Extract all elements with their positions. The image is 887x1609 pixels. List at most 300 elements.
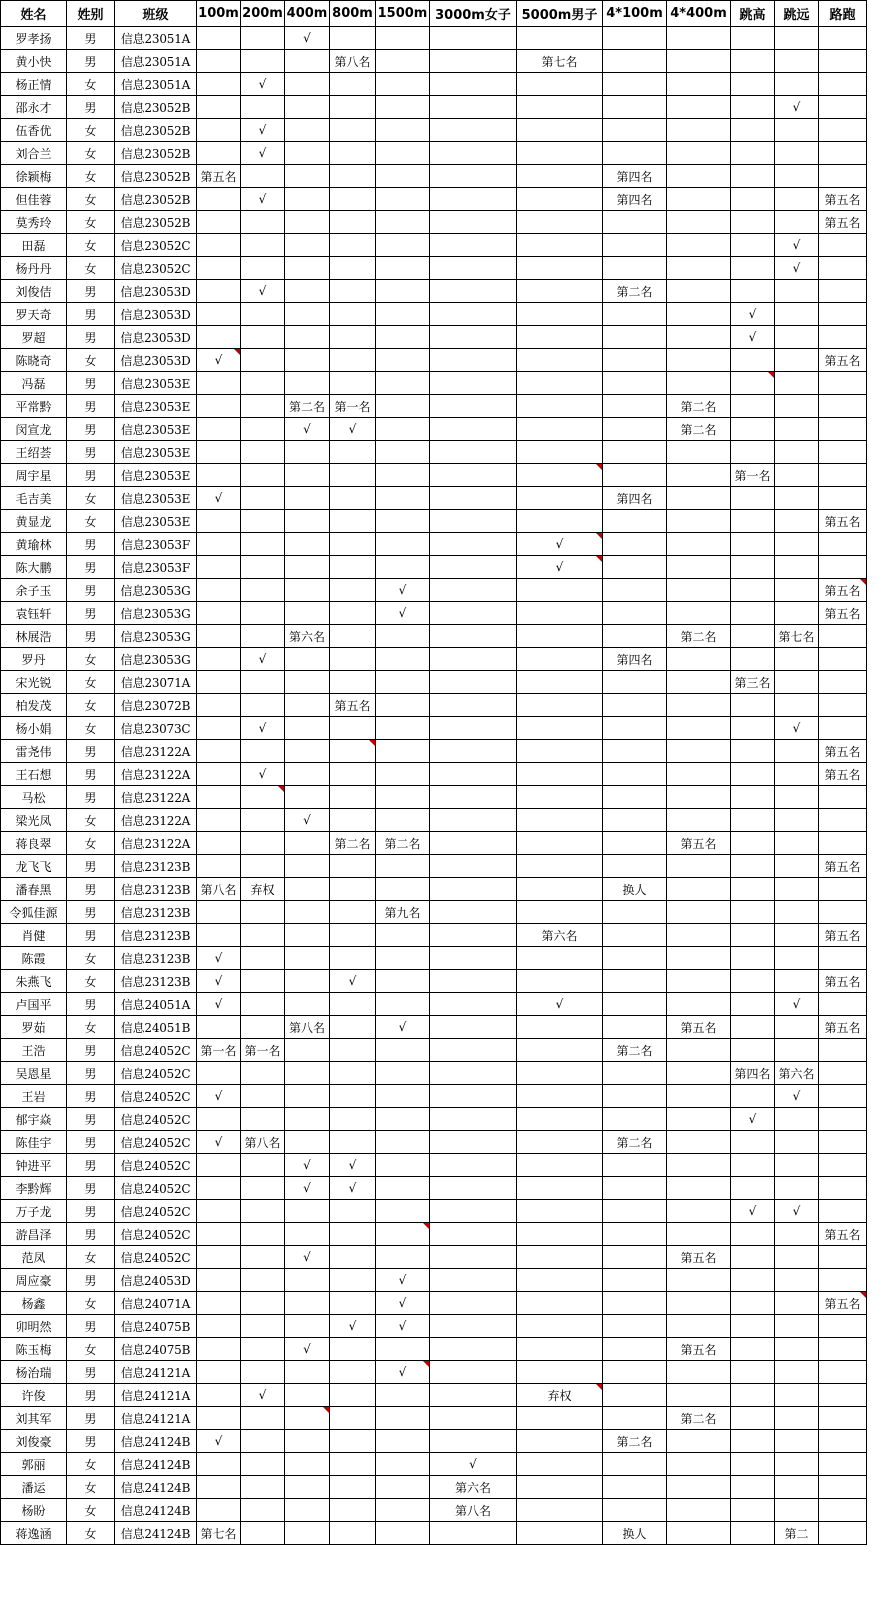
cell-3000m-women[interactable] bbox=[430, 602, 517, 625]
cell-long-jump[interactable] bbox=[775, 1315, 819, 1338]
cell-4x100m[interactable] bbox=[603, 533, 667, 556]
cell-100m[interactable] bbox=[197, 280, 241, 303]
cell-4x100m[interactable] bbox=[603, 1269, 667, 1292]
cell-800m[interactable] bbox=[330, 648, 376, 671]
cell-4x400m[interactable] bbox=[667, 96, 731, 119]
cell-gender[interactable] bbox=[67, 372, 115, 395]
cell-200m[interactable] bbox=[241, 1131, 285, 1154]
cell-long-jump[interactable] bbox=[775, 924, 819, 947]
cell-1500m[interactable] bbox=[376, 1269, 430, 1292]
cell-5000m-men[interactable] bbox=[517, 1430, 603, 1453]
cell-4x400m[interactable] bbox=[667, 1016, 731, 1039]
cell-400m[interactable] bbox=[285, 763, 330, 786]
cell-long-jump[interactable] bbox=[775, 418, 819, 441]
cell-800m[interactable] bbox=[330, 1062, 376, 1085]
cell-road-run[interactable] bbox=[819, 326, 867, 349]
cell-road-run[interactable] bbox=[819, 73, 867, 96]
cell-1500m[interactable] bbox=[376, 740, 430, 763]
cell-high-jump[interactable] bbox=[731, 970, 775, 993]
cell-name[interactable] bbox=[1, 326, 67, 349]
cell-long-jump[interactable] bbox=[775, 464, 819, 487]
cell-high-jump[interactable] bbox=[731, 1292, 775, 1315]
cell-3000m-women[interactable] bbox=[430, 855, 517, 878]
cell-800m[interactable] bbox=[330, 1499, 376, 1522]
cell-road-run[interactable] bbox=[819, 832, 867, 855]
cell-400m[interactable] bbox=[285, 27, 330, 50]
cell-1500m[interactable] bbox=[376, 1361, 430, 1384]
comment-indicator-icon[interactable] bbox=[596, 1384, 602, 1390]
cell-class[interactable] bbox=[115, 1430, 197, 1453]
cell-5000m-men[interactable] bbox=[517, 1246, 603, 1269]
cell-high-jump[interactable] bbox=[731, 1016, 775, 1039]
cell-3000m-women[interactable] bbox=[430, 372, 517, 395]
cell-5000m-men[interactable] bbox=[517, 142, 603, 165]
comment-indicator-icon[interactable] bbox=[369, 740, 375, 746]
cell-road-run[interactable] bbox=[819, 464, 867, 487]
cell-400m[interactable] bbox=[285, 1246, 330, 1269]
cell-100m[interactable] bbox=[197, 1039, 241, 1062]
cell-4x100m[interactable] bbox=[603, 349, 667, 372]
cell-name[interactable] bbox=[1, 1200, 67, 1223]
cell-long-jump[interactable] bbox=[775, 786, 819, 809]
cell-400m[interactable] bbox=[285, 1453, 330, 1476]
cell-high-jump[interactable] bbox=[731, 1039, 775, 1062]
cell-400m[interactable] bbox=[285, 142, 330, 165]
cell-100m[interactable] bbox=[197, 188, 241, 211]
cell-road-run[interactable] bbox=[819, 924, 867, 947]
cell-name[interactable] bbox=[1, 441, 67, 464]
cell-gender[interactable] bbox=[67, 809, 115, 832]
cell-name[interactable] bbox=[1, 1154, 67, 1177]
cell-long-jump[interactable] bbox=[775, 602, 819, 625]
cell-4x400m[interactable] bbox=[667, 441, 731, 464]
cell-high-jump[interactable] bbox=[731, 119, 775, 142]
cell-1500m[interactable] bbox=[376, 234, 430, 257]
cell-name[interactable] bbox=[1, 1522, 67, 1545]
cell-name[interactable] bbox=[1, 763, 67, 786]
cell-800m[interactable] bbox=[330, 441, 376, 464]
cell-100m[interactable] bbox=[197, 1499, 241, 1522]
cell-high-jump[interactable] bbox=[731, 142, 775, 165]
cell-100m[interactable] bbox=[197, 740, 241, 763]
cell-gender[interactable] bbox=[67, 1016, 115, 1039]
cell-5000m-men[interactable] bbox=[517, 556, 603, 579]
cell-class[interactable] bbox=[115, 993, 197, 1016]
cell-long-jump[interactable] bbox=[775, 1269, 819, 1292]
cell-200m[interactable] bbox=[241, 441, 285, 464]
cell-4x400m[interactable] bbox=[667, 349, 731, 372]
cell-3000m-women[interactable] bbox=[430, 1407, 517, 1430]
cell-100m[interactable] bbox=[197, 947, 241, 970]
cell-800m[interactable] bbox=[330, 924, 376, 947]
cell-high-jump[interactable] bbox=[731, 1407, 775, 1430]
cell-name[interactable] bbox=[1, 1384, 67, 1407]
cell-long-jump[interactable] bbox=[775, 211, 819, 234]
cell-5000m-men[interactable] bbox=[517, 1292, 603, 1315]
cell-high-jump[interactable] bbox=[731, 1338, 775, 1361]
cell-class[interactable] bbox=[115, 1085, 197, 1108]
cell-gender[interactable] bbox=[67, 901, 115, 924]
cell-5000m-men[interactable] bbox=[517, 395, 603, 418]
cell-5000m-men[interactable] bbox=[517, 1476, 603, 1499]
cell-long-jump[interactable] bbox=[775, 855, 819, 878]
cell-name[interactable] bbox=[1, 947, 67, 970]
cell-100m[interactable] bbox=[197, 1108, 241, 1131]
cell-3000m-women[interactable] bbox=[430, 533, 517, 556]
cell-high-jump[interactable] bbox=[731, 947, 775, 970]
cell-400m[interactable] bbox=[285, 188, 330, 211]
cell-high-jump[interactable] bbox=[731, 441, 775, 464]
cell-5000m-men[interactable] bbox=[517, 648, 603, 671]
cell-1500m[interactable] bbox=[376, 119, 430, 142]
cell-long-jump[interactable] bbox=[775, 671, 819, 694]
cell-high-jump[interactable] bbox=[731, 280, 775, 303]
cell-road-run[interactable] bbox=[819, 27, 867, 50]
cell-200m[interactable] bbox=[241, 165, 285, 188]
cell-long-jump[interactable] bbox=[775, 1154, 819, 1177]
cell-400m[interactable] bbox=[285, 970, 330, 993]
cell-4x400m[interactable] bbox=[667, 556, 731, 579]
cell-400m[interactable] bbox=[285, 96, 330, 119]
cell-4x100m[interactable] bbox=[603, 464, 667, 487]
cell-400m[interactable] bbox=[285, 1430, 330, 1453]
cell-100m[interactable] bbox=[197, 372, 241, 395]
cell-200m[interactable] bbox=[241, 303, 285, 326]
cell-400m[interactable] bbox=[285, 717, 330, 740]
cell-800m[interactable] bbox=[330, 1016, 376, 1039]
cell-1500m[interactable] bbox=[376, 510, 430, 533]
cell-name[interactable] bbox=[1, 671, 67, 694]
cell-1500m[interactable] bbox=[376, 924, 430, 947]
cell-long-jump[interactable] bbox=[775, 1407, 819, 1430]
cell-name[interactable] bbox=[1, 1177, 67, 1200]
cell-1500m[interactable] bbox=[376, 1453, 430, 1476]
cell-800m[interactable] bbox=[330, 786, 376, 809]
cell-100m[interactable] bbox=[197, 786, 241, 809]
cell-1500m[interactable] bbox=[376, 1384, 430, 1407]
cell-3000m-women[interactable] bbox=[430, 1016, 517, 1039]
cell-4x100m[interactable] bbox=[603, 1338, 667, 1361]
cell-5000m-men[interactable] bbox=[517, 602, 603, 625]
column-header-800m[interactable]: 800m bbox=[330, 1, 376, 27]
cell-gender[interactable] bbox=[67, 947, 115, 970]
cell-200m[interactable] bbox=[241, 1200, 285, 1223]
cell-1500m[interactable] bbox=[376, 1200, 430, 1223]
cell-high-jump[interactable] bbox=[731, 326, 775, 349]
cell-400m[interactable] bbox=[285, 648, 330, 671]
cell-400m[interactable] bbox=[285, 441, 330, 464]
cell-1500m[interactable] bbox=[376, 1062, 430, 1085]
cell-long-jump[interactable] bbox=[775, 234, 819, 257]
cell-gender[interactable] bbox=[67, 487, 115, 510]
cell-4x100m[interactable] bbox=[603, 855, 667, 878]
cell-gender[interactable] bbox=[67, 579, 115, 602]
cell-5000m-men[interactable] bbox=[517, 1131, 603, 1154]
cell-400m[interactable] bbox=[285, 1154, 330, 1177]
cell-high-jump[interactable] bbox=[731, 924, 775, 947]
cell-200m[interactable] bbox=[241, 1384, 285, 1407]
cell-100m[interactable] bbox=[197, 717, 241, 740]
cell-4x400m[interactable] bbox=[667, 740, 731, 763]
cell-road-run[interactable] bbox=[819, 257, 867, 280]
cell-class[interactable] bbox=[115, 1200, 197, 1223]
cell-100m[interactable] bbox=[197, 234, 241, 257]
cell-4x400m[interactable] bbox=[667, 1338, 731, 1361]
cell-class[interactable] bbox=[115, 464, 197, 487]
cell-5000m-men[interactable] bbox=[517, 579, 603, 602]
cell-800m[interactable] bbox=[330, 1177, 376, 1200]
cell-name[interactable] bbox=[1, 1269, 67, 1292]
cell-800m[interactable] bbox=[330, 464, 376, 487]
cell-1500m[interactable] bbox=[376, 1039, 430, 1062]
cell-high-jump[interactable] bbox=[731, 901, 775, 924]
cell-1500m[interactable] bbox=[376, 901, 430, 924]
cell-high-jump[interactable] bbox=[731, 648, 775, 671]
cell-400m[interactable] bbox=[285, 533, 330, 556]
cell-4x400m[interactable] bbox=[667, 1407, 731, 1430]
cell-gender[interactable] bbox=[67, 303, 115, 326]
cell-200m[interactable] bbox=[241, 257, 285, 280]
cell-200m[interactable] bbox=[241, 970, 285, 993]
cell-1500m[interactable] bbox=[376, 1476, 430, 1499]
cell-5000m-men[interactable] bbox=[517, 280, 603, 303]
cell-3000m-women[interactable] bbox=[430, 1177, 517, 1200]
cell-5000m-men[interactable] bbox=[517, 970, 603, 993]
cell-long-jump[interactable] bbox=[775, 326, 819, 349]
cell-4x400m[interactable] bbox=[667, 602, 731, 625]
cell-4x100m[interactable] bbox=[603, 832, 667, 855]
cell-class[interactable] bbox=[115, 165, 197, 188]
cell-3000m-women[interactable] bbox=[430, 947, 517, 970]
cell-gender[interactable] bbox=[67, 165, 115, 188]
cell-100m[interactable] bbox=[197, 27, 241, 50]
cell-3000m-women[interactable] bbox=[430, 832, 517, 855]
cell-3000m-women[interactable] bbox=[430, 648, 517, 671]
cell-100m[interactable] bbox=[197, 763, 241, 786]
cell-3000m-women[interactable] bbox=[430, 970, 517, 993]
cell-name[interactable] bbox=[1, 832, 67, 855]
cell-100m[interactable] bbox=[197, 579, 241, 602]
cell-long-jump[interactable] bbox=[775, 1292, 819, 1315]
cell-400m[interactable] bbox=[285, 1476, 330, 1499]
comment-indicator-icon[interactable] bbox=[860, 1292, 866, 1298]
cell-class[interactable] bbox=[115, 1315, 197, 1338]
cell-4x100m[interactable] bbox=[603, 142, 667, 165]
column-header-5000m-men[interactable]: 5000m男子 bbox=[517, 1, 603, 27]
cell-long-jump[interactable] bbox=[775, 119, 819, 142]
cell-gender[interactable] bbox=[67, 1223, 115, 1246]
cell-800m[interactable] bbox=[330, 1315, 376, 1338]
cell-4x400m[interactable] bbox=[667, 418, 731, 441]
cell-gender[interactable] bbox=[67, 1062, 115, 1085]
cell-4x100m[interactable] bbox=[603, 418, 667, 441]
cell-3000m-women[interactable] bbox=[430, 1269, 517, 1292]
cell-800m[interactable] bbox=[330, 280, 376, 303]
cell-name[interactable] bbox=[1, 1062, 67, 1085]
cell-4x100m[interactable] bbox=[603, 1292, 667, 1315]
cell-100m[interactable] bbox=[197, 694, 241, 717]
cell-high-jump[interactable] bbox=[731, 1108, 775, 1131]
cell-400m[interactable] bbox=[285, 1039, 330, 1062]
cell-200m[interactable] bbox=[241, 1476, 285, 1499]
cell-gender[interactable] bbox=[67, 625, 115, 648]
cell-200m[interactable] bbox=[241, 855, 285, 878]
cell-4x400m[interactable] bbox=[667, 1177, 731, 1200]
cell-3000m-women[interactable] bbox=[430, 1499, 517, 1522]
cell-5000m-men[interactable] bbox=[517, 1177, 603, 1200]
cell-1500m[interactable] bbox=[376, 1315, 430, 1338]
cell-4x400m[interactable] bbox=[667, 1062, 731, 1085]
cell-1500m[interactable] bbox=[376, 1177, 430, 1200]
cell-4x400m[interactable] bbox=[667, 947, 731, 970]
cell-class[interactable] bbox=[115, 27, 197, 50]
cell-3000m-women[interactable] bbox=[430, 1246, 517, 1269]
cell-4x400m[interactable] bbox=[667, 1200, 731, 1223]
cell-4x100m[interactable] bbox=[603, 1361, 667, 1384]
cell-high-jump[interactable] bbox=[731, 165, 775, 188]
cell-800m[interactable] bbox=[330, 970, 376, 993]
cell-800m[interactable] bbox=[330, 625, 376, 648]
cell-4x100m[interactable] bbox=[603, 602, 667, 625]
cell-road-run[interactable] bbox=[819, 1384, 867, 1407]
cell-400m[interactable] bbox=[285, 1108, 330, 1131]
cell-long-jump[interactable] bbox=[775, 395, 819, 418]
cell-name[interactable] bbox=[1, 395, 67, 418]
comment-indicator-icon[interactable] bbox=[423, 1361, 429, 1367]
cell-name[interactable] bbox=[1, 1039, 67, 1062]
cell-class[interactable] bbox=[115, 142, 197, 165]
cell-3000m-women[interactable] bbox=[430, 165, 517, 188]
cell-high-jump[interactable] bbox=[731, 740, 775, 763]
cell-class[interactable] bbox=[115, 855, 197, 878]
cell-100m[interactable] bbox=[197, 1177, 241, 1200]
cell-4x400m[interactable] bbox=[667, 464, 731, 487]
cell-gender[interactable] bbox=[67, 73, 115, 96]
cell-200m[interactable] bbox=[241, 625, 285, 648]
cell-4x100m[interactable] bbox=[603, 694, 667, 717]
cell-200m[interactable] bbox=[241, 188, 285, 211]
cell-100m[interactable] bbox=[197, 1292, 241, 1315]
cell-400m[interactable] bbox=[285, 579, 330, 602]
cell-5000m-men[interactable] bbox=[517, 901, 603, 924]
cell-800m[interactable] bbox=[330, 418, 376, 441]
cell-4x400m[interactable] bbox=[667, 878, 731, 901]
cell-4x100m[interactable] bbox=[603, 556, 667, 579]
cell-4x400m[interactable] bbox=[667, 1453, 731, 1476]
cell-800m[interactable] bbox=[330, 855, 376, 878]
cell-200m[interactable] bbox=[241, 1108, 285, 1131]
cell-200m[interactable] bbox=[241, 1177, 285, 1200]
cell-400m[interactable] bbox=[285, 878, 330, 901]
cell-gender[interactable] bbox=[67, 855, 115, 878]
cell-1500m[interactable] bbox=[376, 1223, 430, 1246]
cell-100m[interactable] bbox=[197, 878, 241, 901]
cell-gender[interactable] bbox=[67, 648, 115, 671]
cell-800m[interactable] bbox=[330, 234, 376, 257]
cell-200m[interactable] bbox=[241, 1062, 285, 1085]
cell-400m[interactable] bbox=[285, 418, 330, 441]
cell-400m[interactable] bbox=[285, 671, 330, 694]
cell-long-jump[interactable] bbox=[775, 1039, 819, 1062]
cell-4x400m[interactable] bbox=[667, 165, 731, 188]
cell-400m[interactable] bbox=[285, 786, 330, 809]
cell-name[interactable] bbox=[1, 1338, 67, 1361]
cell-gender[interactable] bbox=[67, 1269, 115, 1292]
cell-high-jump[interactable] bbox=[731, 1177, 775, 1200]
cell-4x400m[interactable] bbox=[667, 809, 731, 832]
cell-road-run[interactable] bbox=[819, 1522, 867, 1545]
cell-name[interactable] bbox=[1, 993, 67, 1016]
cell-class[interactable] bbox=[115, 1361, 197, 1384]
cell-200m[interactable] bbox=[241, 211, 285, 234]
cell-road-run[interactable] bbox=[819, 648, 867, 671]
cell-5000m-men[interactable] bbox=[517, 855, 603, 878]
cell-gender[interactable] bbox=[67, 1384, 115, 1407]
cell-1500m[interactable] bbox=[376, 786, 430, 809]
cell-name[interactable] bbox=[1, 303, 67, 326]
cell-800m[interactable] bbox=[330, 257, 376, 280]
cell-1500m[interactable] bbox=[376, 694, 430, 717]
cell-4x400m[interactable] bbox=[667, 1085, 731, 1108]
cell-class[interactable] bbox=[115, 1522, 197, 1545]
cell-1500m[interactable] bbox=[376, 855, 430, 878]
column-header-1500m[interactable]: 1500m bbox=[376, 1, 430, 27]
cell-200m[interactable] bbox=[241, 1039, 285, 1062]
cell-400m[interactable] bbox=[285, 257, 330, 280]
cell-road-run[interactable] bbox=[819, 165, 867, 188]
cell-400m[interactable] bbox=[285, 211, 330, 234]
cell-class[interactable] bbox=[115, 188, 197, 211]
cell-400m[interactable] bbox=[285, 832, 330, 855]
cell-long-jump[interactable] bbox=[775, 1177, 819, 1200]
cell-800m[interactable] bbox=[330, 809, 376, 832]
cell-5000m-men[interactable] bbox=[517, 96, 603, 119]
cell-long-jump[interactable] bbox=[775, 1338, 819, 1361]
cell-3000m-women[interactable] bbox=[430, 924, 517, 947]
cell-5000m-men[interactable] bbox=[517, 349, 603, 372]
cell-100m[interactable] bbox=[197, 395, 241, 418]
cell-high-jump[interactable] bbox=[731, 855, 775, 878]
cell-gender[interactable] bbox=[67, 1039, 115, 1062]
cell-200m[interactable] bbox=[241, 901, 285, 924]
cell-1500m[interactable] bbox=[376, 165, 430, 188]
cell-5000m-men[interactable] bbox=[517, 1522, 603, 1545]
cell-400m[interactable] bbox=[285, 165, 330, 188]
cell-5000m-men[interactable] bbox=[517, 510, 603, 533]
cell-gender[interactable] bbox=[67, 717, 115, 740]
cell-long-jump[interactable] bbox=[775, 280, 819, 303]
cell-200m[interactable] bbox=[241, 50, 285, 73]
cell-long-jump[interactable] bbox=[775, 510, 819, 533]
column-header-400m[interactable]: 400m bbox=[285, 1, 330, 27]
cell-400m[interactable] bbox=[285, 740, 330, 763]
cell-800m[interactable] bbox=[330, 119, 376, 142]
cell-high-jump[interactable] bbox=[731, 487, 775, 510]
cell-road-run[interactable] bbox=[819, 1085, 867, 1108]
cell-gender[interactable] bbox=[67, 671, 115, 694]
cell-400m[interactable] bbox=[285, 1522, 330, 1545]
cell-high-jump[interactable] bbox=[731, 1430, 775, 1453]
cell-class[interactable] bbox=[115, 970, 197, 993]
cell-5000m-men[interactable] bbox=[517, 947, 603, 970]
cell-class[interactable] bbox=[115, 372, 197, 395]
cell-100m[interactable] bbox=[197, 1154, 241, 1177]
cell-name[interactable] bbox=[1, 1430, 67, 1453]
cell-class[interactable] bbox=[115, 1039, 197, 1062]
cell-200m[interactable] bbox=[241, 464, 285, 487]
cell-gender[interactable] bbox=[67, 1131, 115, 1154]
cell-200m[interactable] bbox=[241, 1269, 285, 1292]
